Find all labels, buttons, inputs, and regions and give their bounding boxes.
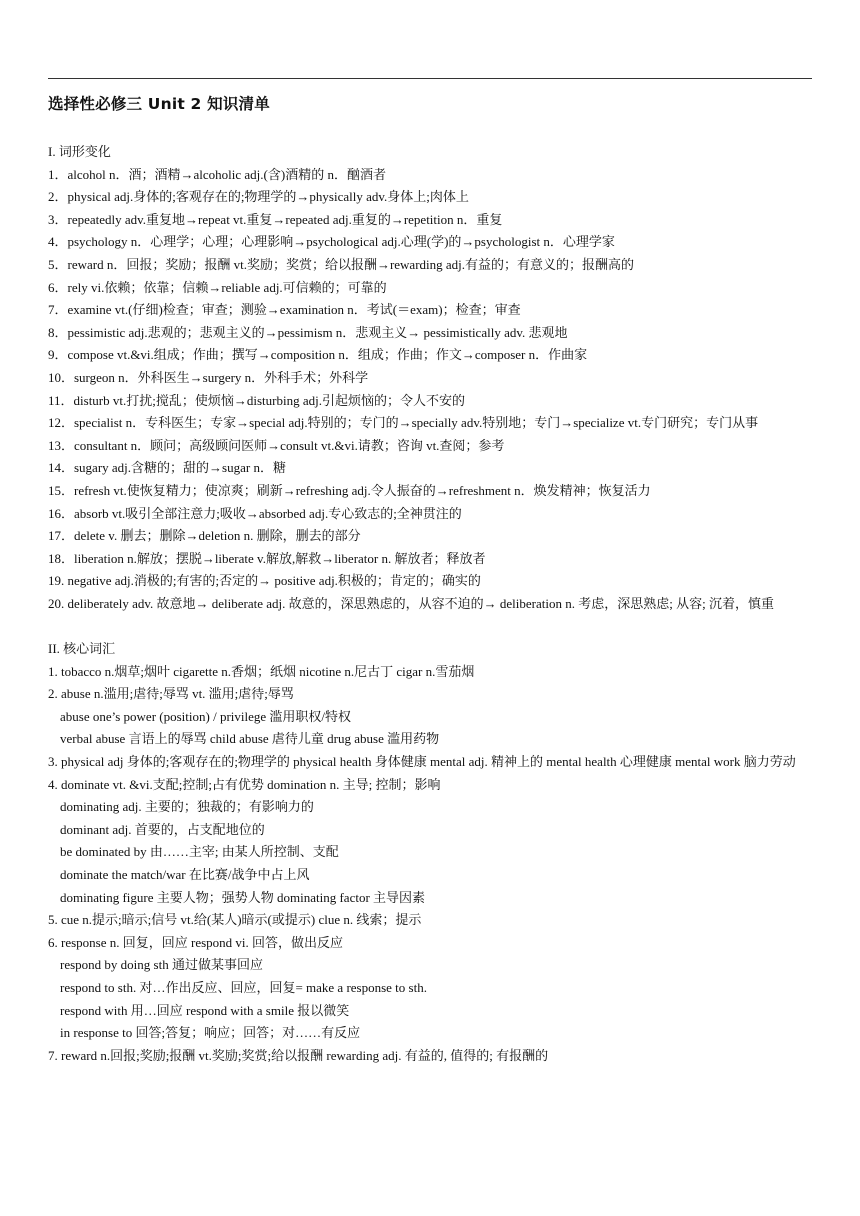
list-item: 20. deliberately adv. 故意地→ deliberate adj. 故意的，深思熟虑的，从容不迫的→ deliberation n. 考虑，深思熟虑; 从容; 沉着，慎重 (48, 595, 774, 611)
vocab-line: respond with 用…回应 respond with a smile 报以微笑 (60, 1002, 350, 1018)
list-item: 1．alcohol n．酒；酒精→alcoholic adj.(含)酒精的 n．酗酒者 (48, 166, 386, 182)
vocab-line: 3. physical adj 身体的;客观存在的;物理学的 physical health 身体健康 mental adj. 精神上的 mental health 心理健康 mental work 脑力劳动 (48, 754, 796, 770)
list-item: 8．pessimistic adj.悲观的；悲观主义的→pessimism n．悲观主义→ pessimistically adv. 悲观地 (48, 324, 568, 340)
list-item: 18．liberation n.解放；摆脱→liberate v.解放,解救→liberator n. 解放者；释放者 (48, 550, 486, 566)
vocab-line: be dominated by 由……主宰; 由某人所控制、支配 (60, 844, 339, 860)
list-item: 4．psychology n．心理学；心理；心理影响→psychological adj.心理(学)的→psychologist n．心理学家 (48, 234, 615, 250)
vocab-line: 6. response n. 回复，回应 respond vi. 回答，做出反应 (48, 934, 344, 950)
vocab-line: 2. abuse n.滥用;虐待;辱骂 vt. 滥用;虐待;辱骂 (48, 686, 294, 702)
header-rule (48, 78, 812, 79)
list-item: 10．surgeon n．外科医生→surgery n．外科手术；外科学 (48, 369, 369, 385)
vocab-line: 7. reward n.回报;奖励;报酬 vt.奖励;奖赏;给以报酬 rewarding adj. 有益的, 值得的; 有报酬的 (48, 1047, 549, 1063)
section-spacer (48, 615, 812, 638)
vocab-line: verbal abuse 言语上的辱骂 child abuse 虐待儿童 drug abuse 滥用药物 (60, 731, 440, 747)
list-item: 11．disturb vt.打扰;搅乱；使烦恼→disturbing adj.引起烦恼的；令人不安的 (48, 392, 465, 408)
vocab-line: 4. dominate vt. &vi.支配;控制;占有优势 domination n. 主导; 控制；影响 (48, 776, 441, 792)
list-item: 17．delete v. 删去；删除→deletion n. 删除，删去的部分 (48, 528, 361, 544)
page-title: 选择性必修三 Unit 2 知识清单 (48, 95, 270, 113)
list-item: 16．absorb vt.吸引全部注意力;吸收→absorbed adj.专心致志的;全神贯注的 (48, 505, 462, 521)
list-item: 13．consultant n．顾问；高级顾问医师→consult vt.&vi.请教；咨询 vt.查阅；参考 (48, 437, 505, 453)
section-heading-word-forms: I. 词形变化 (48, 144, 111, 159)
vocab-line: dominant adj. 首要的，占支配地位的 (60, 821, 265, 837)
vocab-line: 5. cue n.提示;暗示;信号 vt.给(某人)暗示(或提示) clue n. 线索；提示 (48, 912, 422, 928)
vocab-line: dominating figure 主要人物；强势人物 dominating factor 主导因素 (60, 889, 426, 905)
list-item: 14．sugary adj.含糖的；甜的→sugar n．糖 (48, 460, 286, 476)
vocab-line: in response to 回答;答复；响应；回答；对……有反应 (60, 1025, 361, 1041)
vocab-line: abuse one’s power (position) / privilege 滥用职权/特权 (60, 708, 352, 724)
vocab-line: respond by doing sth 通过做某事回应 (60, 957, 263, 973)
vocab-line: dominate the match/war 在比赛/战争中占上风 (60, 867, 310, 882)
list-item: 5．reward n．回报；奖励；报酬 vt.奖励；奖赏；给以报酬→rewarding adj.有益的；有意义的；报酬高的 (48, 256, 635, 272)
document-body (48, 141, 812, 1067)
list-item: 12．specialist n．专科医生；专家→special adj.特别的；专门的→specially adv.特别地；专门→specialize vt.专门研究；专门从事 (48, 415, 759, 431)
vocab-line: 1. tobacco n.烟草;烟叶 cigarette n.香烟；纸烟 nicotine n.尼古丁 cigar n.雪茄烟 (48, 663, 475, 679)
list-item: 6．rely vi.依赖；依靠；信赖→reliable adj.可信赖的；可靠的 (48, 279, 387, 295)
list-item: 15．refresh vt.使恢复精力；使凉爽；刷新→refreshing adj.令人振奋的→refreshment n．焕发精神；恢复活力 (48, 482, 651, 498)
vocab-line: respond to sth. 对…作出反应、回应，回复= make a response to sth. (60, 979, 427, 995)
list-item: 9．compose vt.&vi.组成；作曲；撰写→composition n．组成；作曲；作文→composer n．作曲家 (48, 347, 588, 363)
list-item: 19. negative adj.消极的;有害的;否定的→ positive adj.积极的；肯定的；确实的 (48, 573, 481, 589)
list-item: 2．physical adj.身体的;客观存在的;物理学的→physically adv.身体上;肉体上 (48, 189, 469, 205)
vocab-line: dominating adj. 主要的；独裁的；有影响力的 (60, 799, 314, 815)
section-heading-core-vocabulary: II. 核心词汇 (48, 641, 116, 657)
list-item: 7．examine vt.(仔细)检查；审查；测验→examination n．考试(＝exam)；检查；审查 (48, 302, 521, 318)
list-item: 3．repeatedly adv.重复地→repeat vt.重复→repeated adj.重复的→repetition n．重复 (48, 211, 503, 227)
